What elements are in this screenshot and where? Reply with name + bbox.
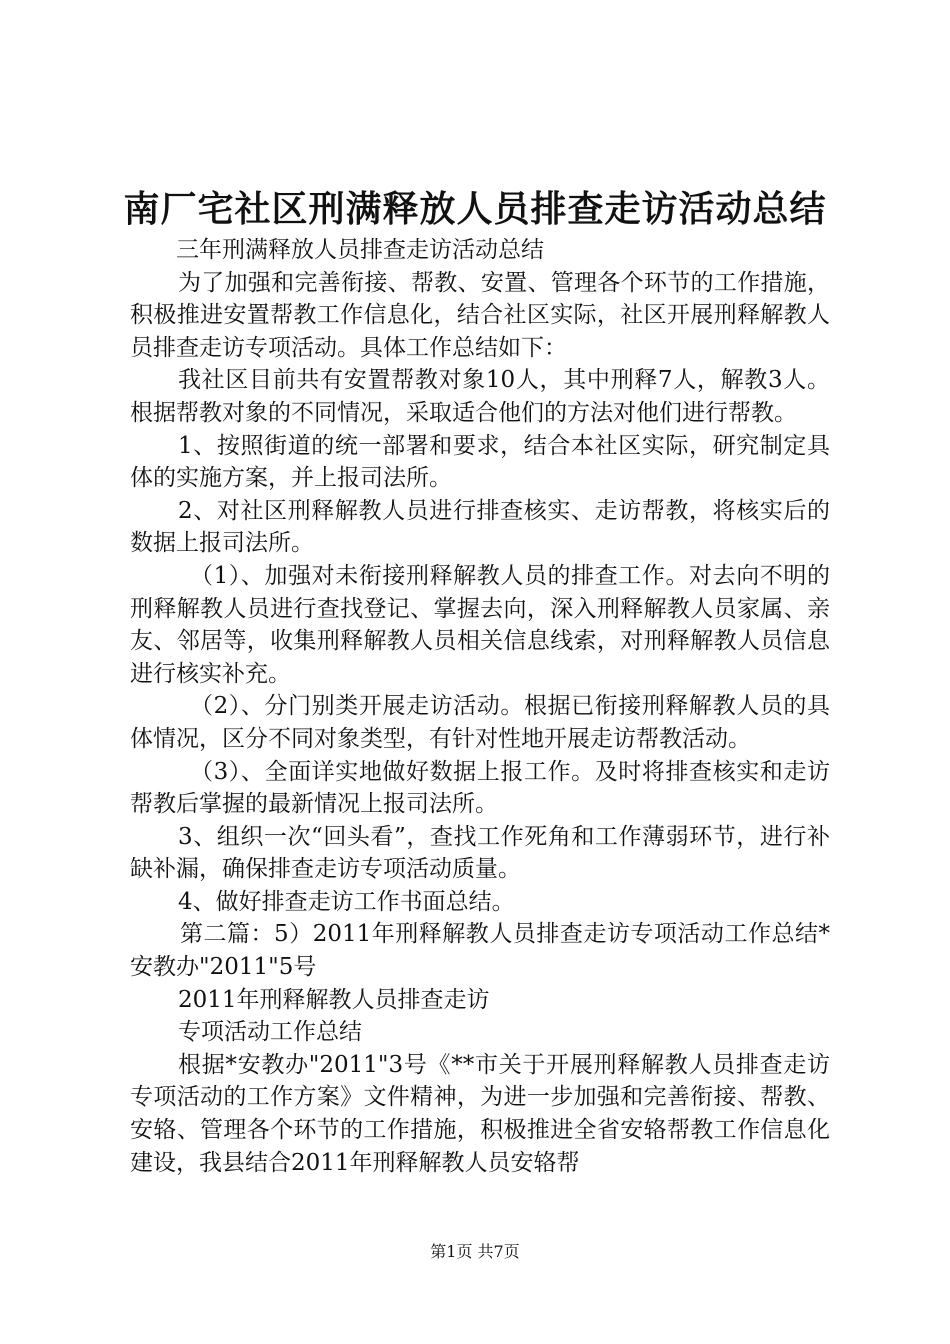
paragraph-second-part-title-line-2: 专项活动工作总结 <box>178 1019 362 1046</box>
document-body <box>130 234 830 1179</box>
paragraph-second-part-title-line-1: 2011年刑释解教人员排查走访 <box>178 986 490 1013</box>
paragraph-subitem-3: （3）、全面详实地做好数据上报工作。及时将排查核实和走访帮教后掌握的最新情况上报司法所。 <box>130 758 830 818</box>
paragraph-intro: 为了加强和完善衔接、帮教、安置、管理各个环节的工作措施，积极推进安置帮教工作信息化，结合社区实际，社区开展刑释解教人员排查走访专项活动。具体工作总结如下： <box>130 269 830 361</box>
paragraph-subitem-1: （1）、加强对未衔接刑释解教人员的排查工作。对去向不明的刑释解教人员进行查找登记、掌握去向，深入刑释解教人员家属、亲友、邻居等，收集刑释解教人员相关信息线索，对刑释解教人员信息进行核实补充。 <box>130 562 830 687</box>
paragraph-item-2: 2、对社区刑释解教人员进行排查核实、走访帮教，将核实后的数据上报司法所。 <box>130 497 830 557</box>
paragraph-item-4: 4、做好排查走访工作书面总结。 <box>178 888 515 915</box>
page-footer: 第1页 共7页 <box>430 1242 520 1261</box>
paragraph-item-1: 1、按照街道的统一部署和要求，结合本社区实际，研究制定具体的实施方案，并上报司法所。 <box>130 432 830 492</box>
paragraph-subitem-2: （2）、分门别类开展走访活动。根据已衔接刑释解教人员的具体情况，区分不同对象类型，有针对性地开展走访帮教活动。 <box>130 693 830 752</box>
paragraph-subtitle: 三年刑满释放人员排查走访活动总结 <box>176 237 544 263</box>
paragraph-second-part-heading: 第二篇：5）2011年刑释解教人员排查走访专项活动工作总结*安教办"2011"5号 <box>130 921 830 981</box>
paragraph-item-3: 3、组织一次“回头看”，查找工作死角和工作薄弱环节，进行补缺补漏，确保排查走访专项活动质量。 <box>130 823 830 883</box>
document-title: 南厂宅社区刑满释放人员排查走访活动总结 <box>123 189 827 230</box>
paragraph-overview: 我社区目前共有安置帮教对象10人，其中刑释7人，解教3人。根据帮教对象的不同情况，采取适合他们的方法对他们进行帮教。 <box>130 367 830 426</box>
paragraph-second-part-body: 根据*安教办"2011"3号《**市关于开展刑释解教人员排查走访专项活动的工作方案》文件精神，为进一步加强和完善衔接、帮教、安辂、管理各个环节的工作措施，积极推进全省安辂帮教工作信息化建设，我县结合2011年刑释解教人员安辂帮 <box>130 1051 830 1176</box>
